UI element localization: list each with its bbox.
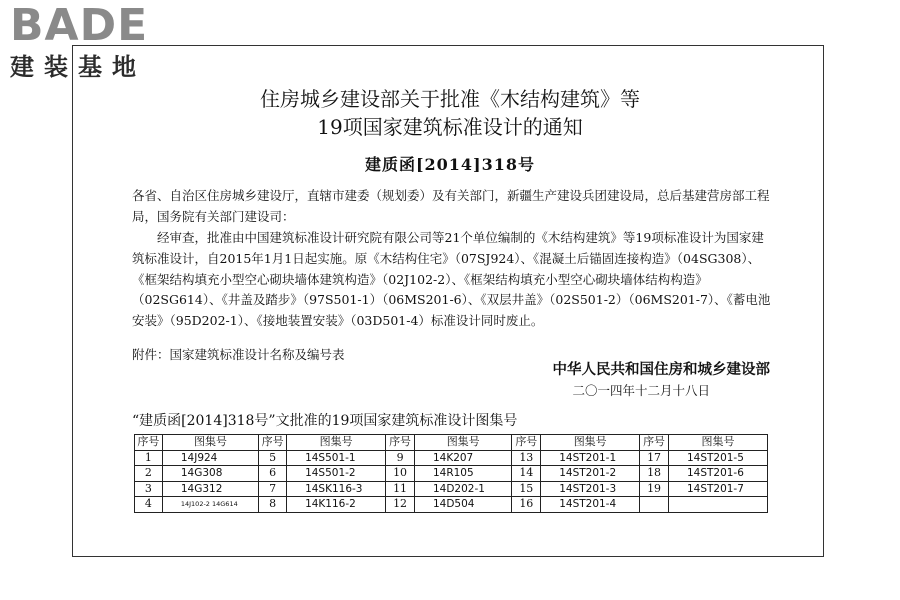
table-cell-code: 14R105 (414, 466, 511, 482)
table-cell-number: 6 (259, 466, 287, 482)
document-number: 建质函[2014]318号 (364, 155, 536, 174)
table-cell-number: 15 (512, 481, 541, 497)
table-header: 序号 (512, 435, 541, 451)
table-cell-number: 18 (640, 466, 669, 482)
table-cell-code: 14S501-1 (287, 450, 386, 466)
table-row (135, 497, 768, 513)
logo-subtitle: 建装基地 (10, 53, 146, 81)
table-cell-number: 1 (135, 450, 163, 466)
table-cell-number: 16 (512, 497, 541, 513)
table-header: 序号 (135, 435, 163, 451)
notice-title-line-1: 住房城乡建设部关于批准《木结构建筑》等 (260, 87, 640, 111)
table-row (135, 481, 768, 497)
table-header: 序号 (259, 435, 287, 451)
notice-title-line-2: 19项国家建筑标准设计的通知 (317, 115, 583, 139)
table-header: 图集号 (668, 435, 767, 451)
table-cell-code: 14D202-1 (414, 481, 511, 497)
table-cell-number: 8 (259, 497, 287, 513)
table-cell-number: 9 (386, 450, 415, 466)
table-cell-code: 14K207 (414, 450, 511, 466)
table-cell-number (640, 497, 669, 513)
table-cell-code: 14J924 (162, 450, 258, 466)
table-cell-code: 14ST201-5 (668, 450, 767, 466)
table-cell-number: 14 (512, 466, 541, 482)
table-caption: “建质函[2014]318号”文批准的19项国家建筑标准设计图集号 (132, 413, 518, 429)
table-cell-code: 14ST201-7 (668, 481, 767, 497)
table-cell-number: 19 (640, 481, 669, 497)
table-cell-number: 2 (135, 466, 163, 482)
main-paragraph: 经审查，批准由中国建筑标准设计研究院有限公司等21个单位编制的《木结构建筑》等19项标准设计为国家建筑标准设计，自2015年1月1日起实施。原《木结构住宅》（07SJ924）、《混凝土后锚固连接构造》（04SG308）、《框架结构填充小型空心砌块墙体建筑构造》（02J102-2）、《框架结构填充小型空心砌块墙体结构构造》（02SG614）、《井盖及踏步》（97S501-1）（06MS201-6）、《双层井盖》（02S501-2）（06MS201-7）、《蓄电池安装》（95D202-1）、《接地装置安装》（03D501-4）标准设计同时废止。 (132, 230, 771, 329)
table-header-row (135, 435, 768, 451)
table-cell-code: 14ST201-1 (541, 450, 640, 466)
table-cell-code: 14ST201-2 (541, 466, 640, 482)
table-header: 图集号 (287, 435, 386, 451)
table-cell-code: 14J102-2 14G614 (162, 497, 258, 513)
table-cell-code (668, 497, 767, 513)
table-cell-code: 14K116-2 (287, 497, 386, 513)
table-cell-number: 13 (512, 450, 541, 466)
table-cell-number: 4 (135, 497, 163, 513)
table-header: 图集号 (541, 435, 640, 451)
table-header: 图集号 (414, 435, 511, 451)
table-cell-number: 12 (386, 497, 415, 513)
salutation: 各省、自治区住房城乡建设厅，直辖市建委（规划委）及有关部门，新疆生产建设兵团建设局，总后基建营房部工程局，国务院有关部门建设司： (132, 188, 770, 224)
table-cell-number: 7 (259, 481, 287, 497)
table-row (135, 466, 768, 482)
table-header: 序号 (386, 435, 415, 451)
issuing-organization: 中华人民共和国住房和城乡建设部 (552, 362, 770, 378)
table-cell-code: 14G308 (162, 466, 258, 482)
issue-date: 二〇一四年十二月十八日 (572, 383, 710, 398)
table-cell-code: 14ST201-4 (541, 497, 640, 513)
table-cell-number: 11 (386, 481, 415, 497)
table-cell-code: 14S501-2 (287, 466, 386, 482)
table-cell-code: 14ST201-6 (668, 466, 767, 482)
table-cell-number: 5 (259, 450, 287, 466)
table-cell-code: 14D504 (414, 497, 511, 513)
logo-brand: BADE (10, 0, 149, 51)
attachment-note: 附件：国家建筑标准设计名称及编号表 (132, 347, 345, 362)
table-cell-code: 14G312 (162, 481, 258, 497)
table-cell-number: 3 (135, 481, 163, 497)
table-cell-number: 17 (640, 450, 669, 466)
table-cell-code: 14ST201-3 (541, 481, 640, 497)
table-cell-number: 10 (386, 466, 415, 482)
table-row (135, 450, 768, 466)
table-cell-code: 14SK116-3 (287, 481, 386, 497)
table-header: 序号 (640, 435, 669, 451)
table-header: 图集号 (162, 435, 258, 451)
standards-table (134, 434, 768, 513)
